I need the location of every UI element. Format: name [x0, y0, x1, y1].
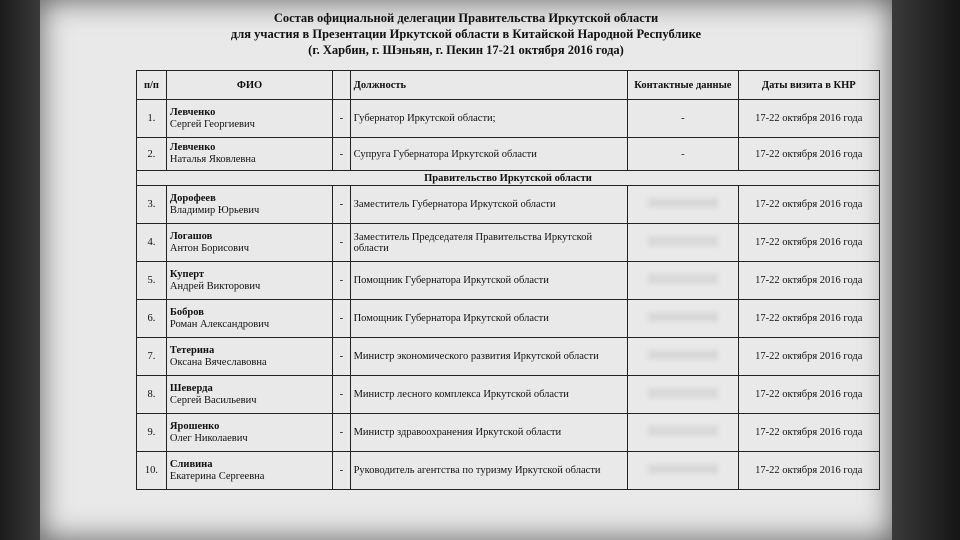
redacted-contact	[648, 312, 718, 322]
row-contacts-redacted	[628, 224, 738, 262]
row-dates: 17-22 октября 2016 года	[738, 138, 879, 171]
section-label: Правительство Иркутской области	[137, 171, 880, 186]
row-position: Губернатор Иркутской области;	[350, 100, 628, 138]
row-dash: -	[333, 224, 351, 262]
row-contacts-redacted	[628, 186, 738, 224]
row-num: 2.	[137, 138, 167, 171]
table-row	[137, 100, 880, 138]
row-dash: -	[333, 338, 351, 376]
row-contacts-redacted	[628, 262, 738, 300]
row-num: 3.	[137, 186, 167, 224]
row-surname: Логашов	[169, 230, 213, 242]
row-position: Заместитель Губернатора Иркутской области	[350, 186, 628, 224]
row-name	[166, 414, 332, 452]
row-given-name: Олег Николаевич	[169, 432, 248, 444]
row-num: 1.	[137, 100, 167, 138]
row-name	[166, 138, 332, 171]
row-dates: 17-22 октября 2016 года	[738, 186, 879, 224]
background-left	[0, 0, 40, 540]
row-position: Министр лесного комплекса Иркутской области	[350, 376, 628, 414]
row-surname: Тетерина	[169, 344, 215, 356]
redacted-contact	[648, 198, 718, 208]
redacted-contact	[648, 388, 718, 398]
row-num: 4.	[137, 224, 167, 262]
row-num: 10.	[137, 452, 167, 490]
document-page	[40, 0, 892, 540]
row-num: 7.	[137, 338, 167, 376]
row-dates: 17-22 октября 2016 года	[738, 224, 879, 262]
row-dates: 17-22 октября 2016 года	[738, 300, 879, 338]
row-surname: Дорофеев	[169, 192, 216, 204]
row-num: 5.	[137, 262, 167, 300]
row-surname: Бобров	[169, 306, 204, 318]
row-given-name: Наталья Яковлевна	[169, 154, 256, 165]
header-line-1: Состав официальной делегации Правительства Иркутской области	[273, 11, 659, 25]
header-position: Должность	[350, 71, 628, 100]
table-header-row	[137, 71, 880, 100]
row-dash: -	[333, 262, 351, 300]
row-position: Помощник Губернатора Иркутской области	[350, 262, 628, 300]
row-contacts: -	[628, 100, 738, 138]
table-row	[137, 300, 880, 338]
row-dash: -	[333, 138, 351, 171]
row-dash: -	[333, 376, 351, 414]
table-row	[137, 262, 880, 300]
row-position: Министр здравоохранения Иркутской области	[350, 414, 628, 452]
row-dash: -	[333, 100, 351, 138]
row-num: 6.	[137, 300, 167, 338]
row-name	[166, 186, 332, 224]
redacted-contact	[648, 426, 718, 436]
row-dash: -	[333, 300, 351, 338]
redacted-contact	[648, 350, 718, 360]
row-given-name: Сергей Васильевич	[169, 394, 257, 406]
row-given-name: Роман Александрович	[169, 318, 270, 330]
row-contacts-redacted	[628, 414, 738, 452]
row-name	[166, 452, 332, 490]
row-surname: Ярошенко	[169, 420, 220, 432]
row-dash: -	[333, 186, 351, 224]
member-rows	[137, 186, 880, 490]
row-surname: Шеверда	[169, 382, 213, 394]
document-header	[40, 10, 892, 58]
row-num: 9.	[137, 414, 167, 452]
row-given-name: Сергей Георгиевич	[169, 118, 255, 130]
redacted-contact	[648, 274, 718, 284]
header-dates: Даты визита в КНР	[738, 71, 879, 100]
row-contacts-redacted	[628, 452, 738, 490]
header-contacts: Контактные данные	[628, 71, 738, 100]
table-row	[137, 376, 880, 414]
row-name	[166, 224, 332, 262]
row-surname: Левченко	[169, 142, 216, 153]
header-dash	[333, 71, 351, 100]
row-given-name: Владимир Юрьевич	[169, 204, 260, 216]
table-row	[137, 452, 880, 490]
row-position: Министр экономического развития Иркутской области	[350, 338, 628, 376]
table-row	[137, 224, 880, 262]
row-contacts-redacted	[628, 376, 738, 414]
row-surname: Сливина	[169, 458, 213, 470]
table-row	[137, 186, 880, 224]
row-name	[166, 262, 332, 300]
row-dash: -	[333, 414, 351, 452]
row-dates: 17-22 октября 2016 года	[738, 338, 879, 376]
row-position: Заместитель Председателя Правительства Иркутской области	[350, 224, 628, 262]
row-dash: -	[333, 452, 351, 490]
row-contacts-redacted	[628, 300, 738, 338]
row-given-name: Екатерина Сергеевна	[169, 470, 265, 482]
row-name	[166, 300, 332, 338]
redacted-contact	[648, 236, 718, 246]
row-surname: Левченко	[169, 106, 216, 118]
row-contacts-redacted	[628, 338, 738, 376]
row-surname: Куперт	[169, 268, 205, 280]
row-num: 8.	[137, 376, 167, 414]
header-name: ФИО	[166, 71, 332, 100]
table-row	[137, 338, 880, 376]
row-dates: 17-22 октября 2016 года	[738, 414, 879, 452]
header-line-3: (г. Харбин, г. Шэньян, г. Пекин 17-21 октября 2016 года)	[308, 43, 624, 57]
row-dates: 17-22 октября 2016 года	[738, 100, 879, 138]
row-contacts: -	[628, 138, 738, 171]
table-row	[137, 414, 880, 452]
row-name	[166, 376, 332, 414]
row-position: Супруга Губернатора Иркутской области	[350, 138, 628, 171]
row-dates: 17-22 октября 2016 года	[738, 262, 879, 300]
row-given-name: Андрей Викторович	[169, 280, 261, 292]
header-line-2: для участия в Презентации Иркутской области в Китайской Народной Республике	[230, 27, 702, 41]
row-given-name: Антон Борисович	[169, 242, 249, 254]
redacted-contact	[648, 464, 718, 474]
row-dates: 17-22 октября 2016 года	[738, 452, 879, 490]
section-row	[137, 171, 880, 186]
row-given-name: Оксана Вячеславовна	[169, 356, 267, 368]
row-dates: 17-22 октября 2016 года	[738, 376, 879, 414]
row-position: Помощник Губернатора Иркутской области	[350, 300, 628, 338]
row-name	[166, 338, 332, 376]
background-right	[892, 0, 960, 540]
delegation-table	[136, 70, 880, 490]
row-position: Руководитель агентства по туризму Иркутской области	[350, 452, 628, 490]
table-row	[137, 138, 880, 171]
row-name	[166, 100, 332, 138]
header-num: п/п	[137, 71, 167, 100]
